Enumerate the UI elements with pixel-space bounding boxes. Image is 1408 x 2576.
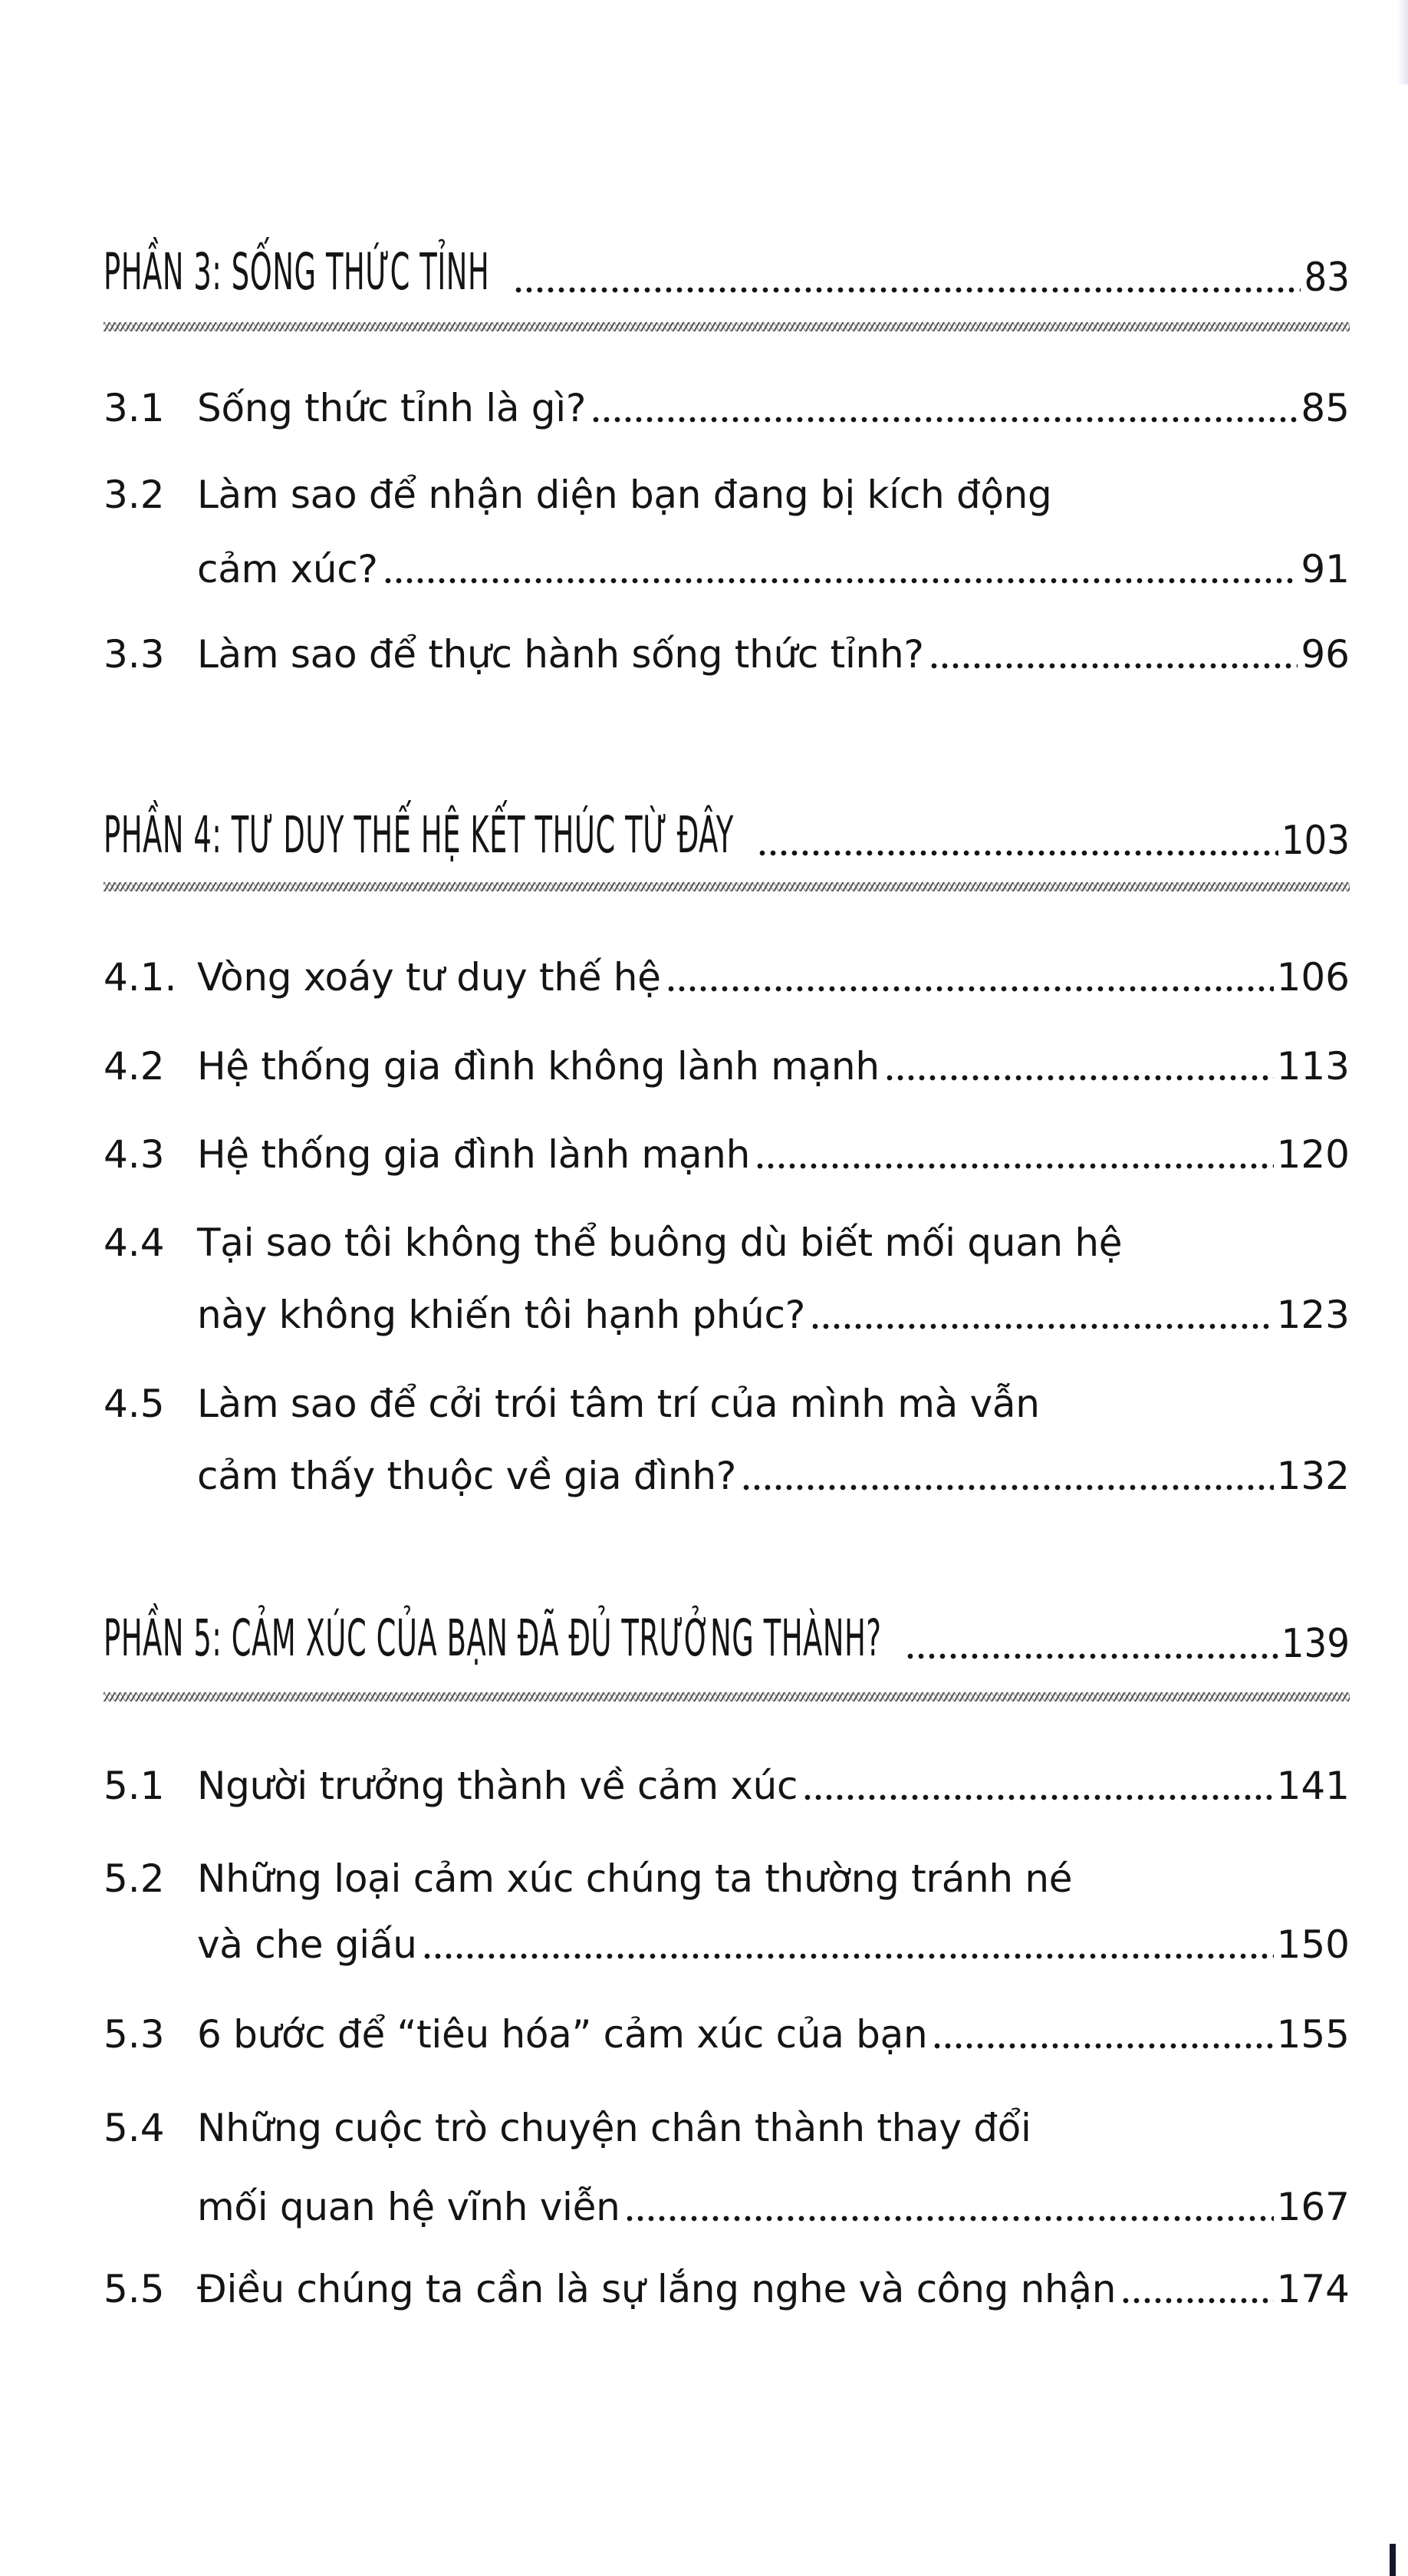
leader-dots	[422, 1953, 1274, 1959]
leader-dots	[905, 1653, 1278, 1659]
part-page-number: 83	[1304, 255, 1350, 301]
item-title-continued: này không khiến tôi hạnh phúc?	[197, 1293, 805, 1337]
item-number: 4.2	[104, 1044, 165, 1089]
item-page-number: 155	[1276, 2012, 1350, 2057]
leader-dots	[666, 986, 1274, 992]
item-title-continued: mối quan hệ vĩnh viễn	[197, 2185, 620, 2229]
item-number: 5.4	[104, 2106, 165, 2150]
leader-dots	[741, 1484, 1274, 1491]
leader-dots	[755, 1163, 1274, 1169]
item-page-number: 123	[1276, 1293, 1350, 1337]
leader-dots	[383, 578, 1298, 584]
item-title-continued: và che giấu	[197, 1922, 417, 1967]
leader-dots	[513, 287, 1301, 293]
wavy-divider	[104, 322, 1350, 331]
item-page-number: 120	[1276, 1132, 1350, 1177]
item-title: Làm sao để cởi trói tâm trí của mình mà vẫn	[197, 1382, 1040, 1426]
item-page-number: 141	[1276, 1764, 1350, 1808]
leader-dots	[591, 417, 1298, 423]
item-title: Hệ thống gia đình lành mạnh	[197, 1132, 750, 1177]
leader-dots	[929, 663, 1298, 669]
item-number: 3.3	[104, 632, 165, 677]
item-number: 3.2	[104, 473, 165, 517]
leader-dots	[802, 1794, 1273, 1800]
item-number: 5.3	[104, 2012, 165, 2057]
leader-dots	[1120, 2298, 1273, 2304]
item-page-number: 91	[1301, 547, 1350, 591]
part-title: PHẦN 4: TƯ DUY THẾ HỆ KẾT THÚC TỪ ĐÂY	[104, 805, 734, 865]
item-title: Vòng xoáy tư duy thế hệ	[197, 955, 661, 1000]
item-number: 4.5	[104, 1382, 165, 1426]
item-number: 5.2	[104, 1856, 165, 1901]
item-number: 5.1	[104, 1764, 165, 1808]
page-edge-shadow	[1397, 0, 1408, 84]
part-page-number: 139	[1281, 1621, 1350, 1667]
item-title: Hệ thống gia đình không lành mạnh	[197, 1044, 880, 1089]
item-title: Người trưởng thành về cảm xúc	[197, 1764, 798, 1808]
item-title: Làm sao để thực hành sống thức tỉnh?	[197, 632, 924, 677]
item-title: 6 bước để “tiêu hóa” cảm xúc của bạn	[197, 2012, 928, 2057]
item-number: 4.3	[104, 1132, 165, 1177]
item-number: 4.1.	[104, 955, 177, 1000]
leader-dots	[624, 2215, 1273, 2222]
item-number: 4.4	[104, 1220, 165, 1265]
item-page-number: 85	[1301, 386, 1350, 430]
item-title-continued: cảm thấy thuộc về gia đình?	[197, 1454, 736, 1498]
item-number: 3.1	[104, 386, 165, 430]
item-title: Sống thức tỉnh là gì?	[197, 386, 587, 430]
leader-dots	[757, 850, 1278, 856]
part-page-number: 103	[1281, 818, 1350, 864]
item-title: Điều chúng ta cần là sự lắng nghe và công nhận	[197, 2267, 1117, 2311]
leader-dots	[932, 2043, 1273, 2049]
item-page-number: 96	[1301, 632, 1350, 677]
item-title: Những loại cảm xúc chúng ta thường tránh né	[197, 1856, 1073, 1901]
item-page-number: 150	[1276, 1922, 1350, 1967]
item-page-number: 174	[1276, 2267, 1350, 2311]
page-edge-mark	[1390, 2544, 1396, 2576]
item-page-number: 132	[1276, 1454, 1350, 1498]
leader-dots	[810, 1323, 1274, 1329]
part-title: PHẦN 5: CẢM XÚC CỦA BẠN ĐÃ ĐỦ TRƯỞNG THÀNH?	[104, 1609, 882, 1668]
item-title: Những cuộc trò chuyện chân thành thay đổi	[197, 2106, 1031, 2150]
item-page-number: 106	[1276, 955, 1350, 1000]
item-page-number: 113	[1276, 1044, 1350, 1089]
item-title: Làm sao để nhận diện bạn đang bị kích động	[197, 473, 1052, 517]
item-title-continued: cảm xúc?	[197, 547, 378, 591]
part-title: PHẦN 3: SỐNG THỨC TỈNH	[104, 242, 490, 301]
wavy-divider	[104, 882, 1350, 891]
item-number: 5.5	[104, 2267, 165, 2311]
leader-dots	[884, 1075, 1274, 1081]
item-page-number: 167	[1276, 2185, 1350, 2229]
item-title: Tại sao tôi không thể buông dù biết mối quan hệ	[197, 1220, 1123, 1265]
wavy-divider	[104, 1692, 1350, 1701]
